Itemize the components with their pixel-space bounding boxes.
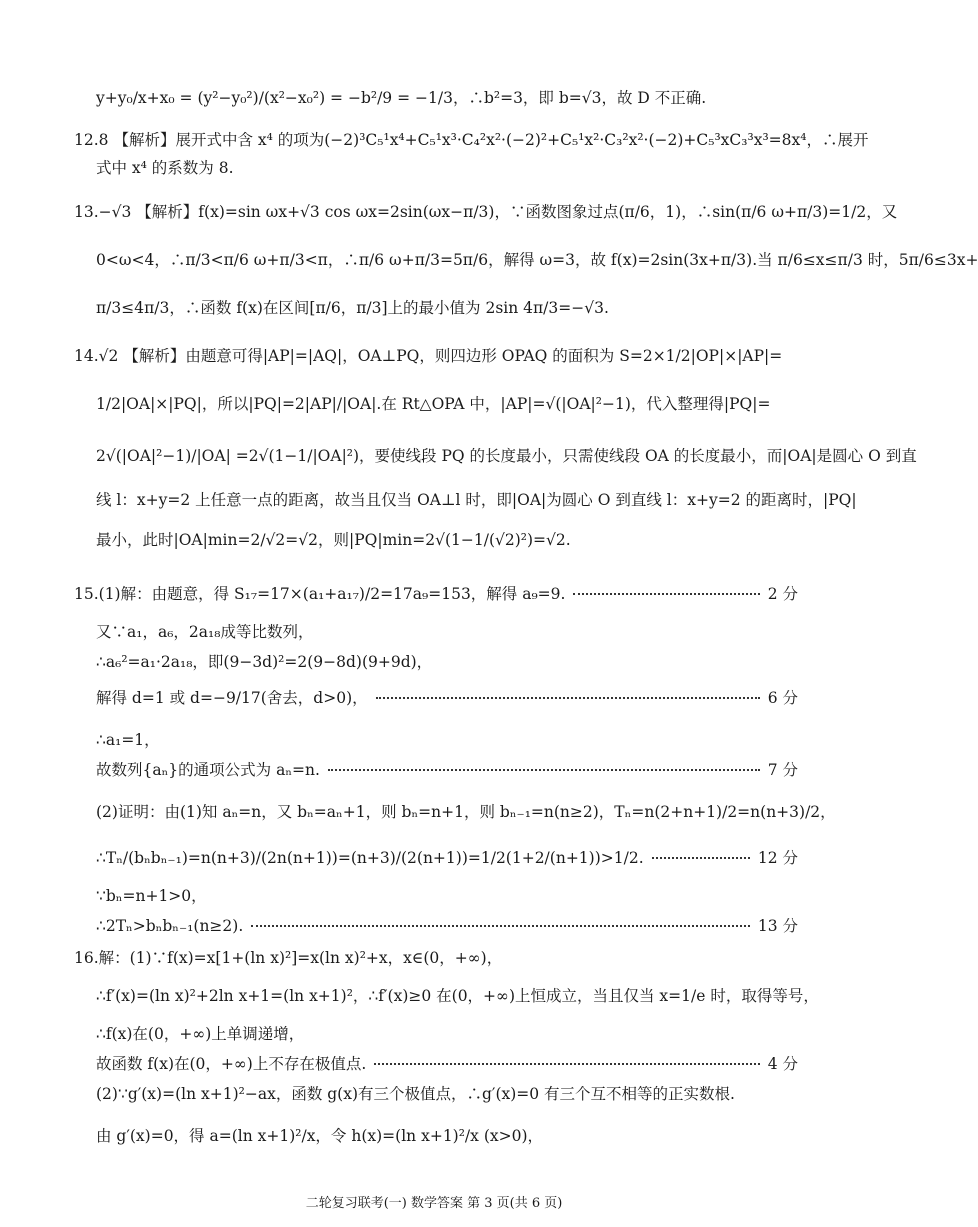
scored-line	[74, 582, 798, 606]
step-points: 12 分	[757, 849, 798, 867]
text-line: 1/2|OA|×|PQ|，所以|PQ|=2|AP|/|OA|.在 Rt△OPA 中，|AP|=√(|OA|²−1)，代入整理得|PQ|=	[96, 395, 771, 413]
step-points: 6 分	[767, 689, 798, 707]
step-points: 2 分	[767, 585, 798, 603]
page-footer: 二轮复习联考(一) 数学答案 第 3 页(共 6 页)	[305, 1196, 563, 1211]
scored-line	[96, 914, 798, 938]
scored-line	[96, 686, 798, 710]
leader-dots	[328, 769, 760, 771]
step-text: 16.解：(1)∵f(x)=x[1+(ln x)²]=x(ln x)²+x，x∈(0，+∞)，	[74, 949, 503, 967]
step-text: 故函数 f(x)在(0，+∞)上不存在极值点.	[96, 1055, 367, 1073]
text-line: π/3≤4π/3，∴函数 f(x)在区间[π/6，π/3]上的最小值为 2sin 4π/3=−√3.	[96, 299, 609, 317]
step-points: 4 分	[767, 1055, 798, 1073]
step-text: (2)∵g′(x)=(ln x+1)²−ax，函数 g(x)有三个极值点，∴g′(x)=0 有三个互不相等的正实数根.	[96, 1085, 735, 1103]
step-text: 故数列{aₙ}的通项公式为 aₙ=n.	[96, 761, 320, 779]
text-line: 2√(|OA|²−1)/|OA| =2√(1−1/|OA|²)，要使线段 PQ 的长度最小，只需使线段 OA 的长度最小，而|OA|是圆心 O 到直	[96, 447, 917, 465]
scored-line	[96, 1052, 798, 1076]
step-text: ∵bₙ=n+1>0，	[96, 887, 207, 905]
step-text: 解得 d=1 或 d=−9/17(舍去，d>0)，	[96, 689, 368, 707]
leader-dots	[251, 925, 750, 927]
leader-dots	[573, 593, 759, 595]
step-text: ∴2Tₙ>bₙbₙ₋₁(n≥2).	[96, 917, 244, 935]
leader-dots	[374, 1063, 759, 1065]
scored-line	[96, 758, 798, 782]
step-text: 又∵a₁，a₆，2a₁₈成等比数列，	[96, 623, 314, 641]
text-line: 14.√2 【解析】由题意可得|AP|=|AQ|，OA⊥PQ，则四边形 OPAQ 的面积为 S=2×1/2|OP|×|AP|=	[74, 347, 783, 365]
text-line: y+y₀/x+x₀ = (y²−y₀²)/(x²−x₀²) = −b²/9 = −1/3，∴b²=3，即 b=√3，故 D 不正确.	[96, 89, 707, 107]
text-line: 式中 x⁴ 的系数为 8.	[96, 159, 234, 177]
text-line: 最小，此时|OA|min=2/√2=√2，则|PQ|min=2√(1−1/(√2)²)=√2.	[96, 531, 571, 549]
scored-line	[96, 846, 798, 870]
text-line: 13.−√3 【解析】f(x)=sin ωx+√3 cos ωx=2sin(ωx−π/3)，∵函数图象过点(π/6，1)，∴sin(π/6 ω+π/3)=1/2，又	[74, 203, 898, 221]
step-text: ∴Tₙ/(bₙbₙ₋₁)=n(n+3)/(2n(n+1))=(n+3)/(2(n+1))=1/2(1+2/(n+1))>1/2.	[96, 849, 644, 867]
step-text: 由 g′(x)=0，得 a=(ln x+1)²/x，令 h(x)=(ln x+1)²/x (x>0)，	[96, 1127, 544, 1145]
text-line: 12.8 【解析】展开式中含 x⁴ 的项为(−2)³C₅¹x⁴+C₅¹x³·C₄²x²·(−2)²+C₅¹x²·C₃²x²·(−2)+C₅³xC₃³x³=8x⁴，∴展开	[74, 131, 869, 149]
text-line: 0<ω<4，∴π/3<π/6 ω+π/3<π，∴π/6 ω+π/3=5π/6，解得 ω=3，故 f(x)=2sin(3x+π/3).当 π/6≤x≤π/3 时，5π/6≤3x+	[96, 251, 978, 269]
text-line: 线 l：x+y=2 上任意一点的距离，故当且仅当 OA⊥l 时，即|OA|为圆心 O 到直线 l：x+y=2 的距离时，|PQ|	[96, 491, 857, 509]
leader-dots	[376, 697, 760, 699]
step-text: ∴f(x)在(0，+∞)上单调递增，	[96, 1025, 305, 1043]
step-text: (2)证明：由(1)知 aₙ=n，又 bₙ=aₙ+1，则 bₙ=n+1，则 bₙ₋₁=n(n≥2)，Tₙ=n(2+n+1)/2=n(n+3)/2，	[96, 803, 836, 821]
step-text: ∴a₆²=a₁·2a₁₈，即(9−3d)²=2(9−8d)(9+9d)，	[96, 653, 433, 671]
step-points: 7 分	[767, 761, 798, 779]
step-points: 13 分	[757, 917, 798, 935]
leader-dots	[652, 857, 750, 859]
step-text: 15.(1)解：由题意，得 S₁₇=17×(a₁+a₁₇)/2=17a₉=153，解得 a₉=9.	[74, 585, 566, 603]
step-text: ∴a₁=1，	[96, 731, 160, 749]
step-text: ∴f′(x)=(ln x)²+2ln x+1=(ln x+1)²，∴f′(x)≥0 在(0，+∞)上恒成立，当且仅当 x=1/e 时，取得等号，	[96, 987, 819, 1005]
